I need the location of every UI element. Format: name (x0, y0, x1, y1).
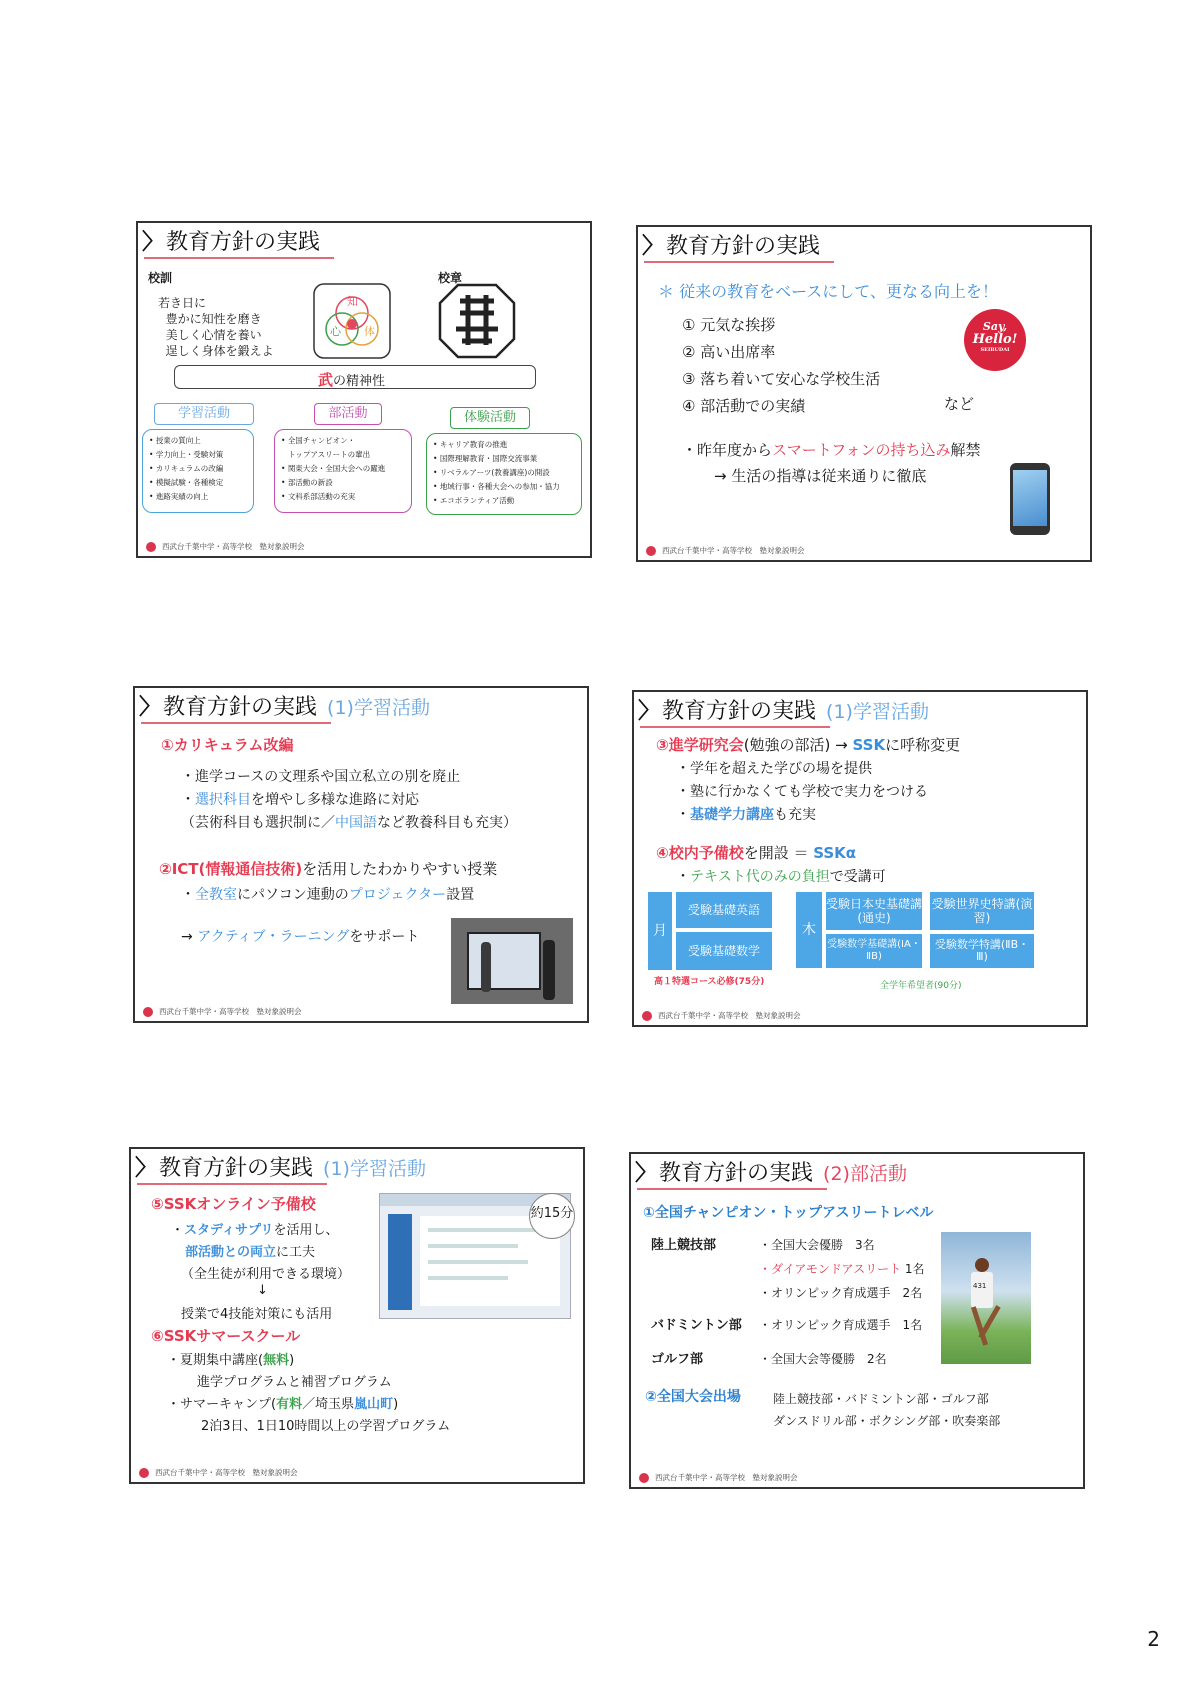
school-logo-icon (642, 1011, 652, 1021)
list-study: • 授業の質向上 • 学力向上・受験対策 • カリキュラムの改編 • 模擬試験・各種検定 • 進路実績の向上 (142, 429, 254, 513)
kokun-label: 校訓 (148, 271, 173, 285)
national-line-2: ダンスドリル部・ボクシング部・吹奏楽部 (773, 1414, 1001, 1428)
title-underline (137, 1183, 327, 1185)
ssk-line-2: ・塾に行かなくても学校で実力をつける (676, 784, 928, 800)
heading-ssk: ③進学研究会(勉強の部活) → SSKに呼称変更 (656, 736, 961, 754)
school-logo-icon (646, 546, 656, 556)
slide-title: 〉教育方針の実践 (1)学習活動 (135, 1156, 426, 1181)
tag-club: 部活動 (314, 403, 382, 425)
slide-title: 〉教育方針の実践 (2)部活動 (635, 1161, 907, 1186)
school-logo-icon (146, 542, 156, 552)
slide-6 (629, 1152, 1085, 1489)
time-badge: 約15分 (529, 1193, 575, 1239)
curriculum-line-3: （芸術科目も選択制に／中国語など教養科目も充実） (181, 815, 517, 831)
slide-1 (136, 221, 592, 558)
curriculum-line-1: ・進学コースの文理系や国立私立の別を廃止 (181, 769, 461, 785)
online-line-1: ・スタディサプリを活用し、 (171, 1223, 339, 1238)
school-logo-icon (139, 1468, 149, 1478)
slide-footer: 西武台千葉中学・高等学校 塾対象説明会 (139, 1467, 298, 1478)
course-math-basic: 受験数学基礎講(ⅠA・ⅡB) (826, 934, 922, 968)
ict-line-2: → アクティブ・ラーニングをサポート (181, 929, 420, 945)
slide-footer: 西武台千葉中学・高等学校 塾対象説明会 (639, 1472, 798, 1483)
slide-title: 〉教育方針の実践 (142, 230, 321, 255)
phone-line: ・昨年度からスマートフォンの持ち込み解禁 (682, 441, 981, 459)
slide-title: 〉教育方針の実践 (1)学習活動 (638, 699, 929, 724)
note-optional: 全学年希望者(90分) (880, 981, 962, 991)
athlete-bib: 431 (973, 1282, 987, 1290)
slide-5 (129, 1147, 585, 1484)
course-basic-english: 受験基礎英語 (676, 892, 772, 928)
thursday-label: 木 (796, 892, 822, 968)
slide-title: 〉教育方針の実践 (642, 234, 821, 259)
nado-text: など (944, 395, 975, 413)
summer-line-1: ・夏期集中講座(無料) (167, 1353, 295, 1368)
title-underline (644, 261, 834, 263)
heading-national: ②全国大会出場 (645, 1389, 741, 1405)
heading-champion: ①全国チャンピオン・トップアスリートレベル (643, 1205, 934, 1221)
school-logo-icon (143, 1007, 153, 1017)
national-line-1: 陸上競技部・バドミントン部・ゴルフ部 (773, 1392, 989, 1406)
say-hello-badge: Say, Hello! SEIBUDAI (964, 309, 1026, 371)
slide-footer: 西武台千葉中学・高等学校 塾対象説明会 (642, 1010, 801, 1021)
slide-footer: 西武台千葉中学・高等学校 塾対象説明会 (146, 541, 305, 552)
title-underline (141, 722, 331, 724)
heading-curriculum: ①カリキュラム改編 (161, 736, 294, 754)
online-line-4: 授業で4技能対策にも活用 (181, 1307, 333, 1322)
title-underline (640, 726, 830, 728)
badminton-line-1: ・オリンピック育成選手 1名 (759, 1318, 923, 1332)
good-points-list: ① 元気な挨拶 ② 高い出席率 ③ 落ち着いて安心な学校生活 ④ 部活動での実績 (682, 316, 881, 415)
yobiko-line-1: ・テキスト代のみの負担で受講可 (676, 869, 886, 885)
list-experience: • キャリア教育の推進 • 国際理解教育・国際交流事業 • リベラルアーツ(教養講座)の開設 • 地域行事・各種大会への参加・協力 • エコボランティア活動 (426, 433, 582, 515)
guide-line: → 生活の指導は従来通りに徹底 (714, 467, 927, 485)
list-club: • 全国チャンピオン・ トップアスリートの輩出 • 関東大会・全国大会への躍進 • 部活動の新設 • 文科系部活動の充実 (274, 429, 412, 513)
venn-chi: 知 (347, 295, 358, 308)
ssk-line-1: ・学年を超えた学びの場を提供 (676, 761, 872, 777)
lead-text: ＊ 従来の教育をベースにして、更なる向上を！ (658, 282, 998, 301)
classroom-photo (451, 918, 573, 1004)
track-line-2: ・ダイアモンドアスリート 1名 (759, 1262, 925, 1276)
page-number: 2 (1147, 1627, 1160, 1651)
track-line-3: ・オリンピック育成選手 2名 (759, 1286, 923, 1300)
school-motto: 若き日に 豊かに知性を磨き 美しく心情を養い 逞しく身体を鍛えよ (158, 296, 274, 358)
heading-yobiko: ④校内予備校を開設 ＝ SSKα (656, 844, 857, 862)
summer-line-3: ・サマーキャンプ(有料／埼玉県嵐山町) (167, 1397, 399, 1412)
note-required: 高１特選コース必修(75分) (654, 977, 765, 987)
club-badminton: バドミントン部 (651, 1318, 742, 1333)
online-line-2: 部活動との両立に工夫 (185, 1245, 316, 1260)
course-math-special: 受験数学特講(ⅡB・Ⅲ) (930, 934, 1034, 968)
summer-line-2: 進学プログラムと補習プログラム (197, 1375, 392, 1390)
curriculum-line-2: ・選択科目を増やし多様な進路に対応 (181, 792, 419, 808)
title-underline (144, 257, 334, 259)
course-basic-math: 受験基礎数学 (676, 932, 772, 970)
summer-line-4: 2泊3日、1日10時間以上の学習プログラム (201, 1419, 451, 1434)
tag-study: 学習活動 (154, 403, 254, 425)
heading-summer: ⑥SSKサマースクール (151, 1327, 301, 1345)
slide-footer: 西武台千葉中学・高等学校 塾対象説明会 (646, 545, 805, 556)
title-underline (637, 1188, 827, 1190)
heading-online: ⑤SSKオンライン予備校 (151, 1195, 316, 1213)
track-line-1: ・全国大会優勝 3名 (759, 1238, 875, 1252)
bu-spirit-title: 武の精神性 (318, 371, 386, 389)
athlete-photo (941, 1232, 1031, 1364)
golf-line-1: ・全国大会等優勝 2名 (759, 1352, 887, 1366)
club-track: 陸上競技部 (651, 1238, 717, 1253)
slide-title: 〉教育方針の実践 (1)学習活動 (139, 695, 430, 720)
slide-footer: 西武台千葉中学・高等学校 塾対象説明会 (143, 1006, 302, 1017)
school-crest (438, 283, 516, 359)
kosho-label: 校章 (438, 271, 463, 285)
venn-tai: 体 (364, 325, 375, 338)
ssk-line-3: ・基礎学力講座も充実 (676, 807, 816, 823)
slide-4 (632, 690, 1088, 1027)
club-golf: ゴルフ部 (651, 1352, 704, 1367)
heading-ict: ②ICT(情報通信技術)を活用したわかりやすい授業 (159, 860, 498, 878)
school-logo-icon (639, 1473, 649, 1483)
venn-kokoro: 心 (330, 325, 341, 338)
slide-3 (133, 686, 589, 1023)
smartphone-icon (1010, 463, 1050, 535)
course-world-history: 受験世界史特講(演習) (930, 892, 1034, 930)
online-arrow: ↓ (257, 1283, 268, 1298)
monday-label: 月 (648, 892, 672, 970)
ict-line-1: ・全教室にパソコン連動のプロジェクター設置 (181, 887, 475, 903)
course-japanese-history: 受験日本史基礎講(通史) (826, 892, 922, 930)
tag-experience: 体験活動 (450, 407, 530, 429)
online-line-3: （全生徒が利用できる環境） (181, 1267, 351, 1282)
slide-2 (636, 225, 1092, 562)
